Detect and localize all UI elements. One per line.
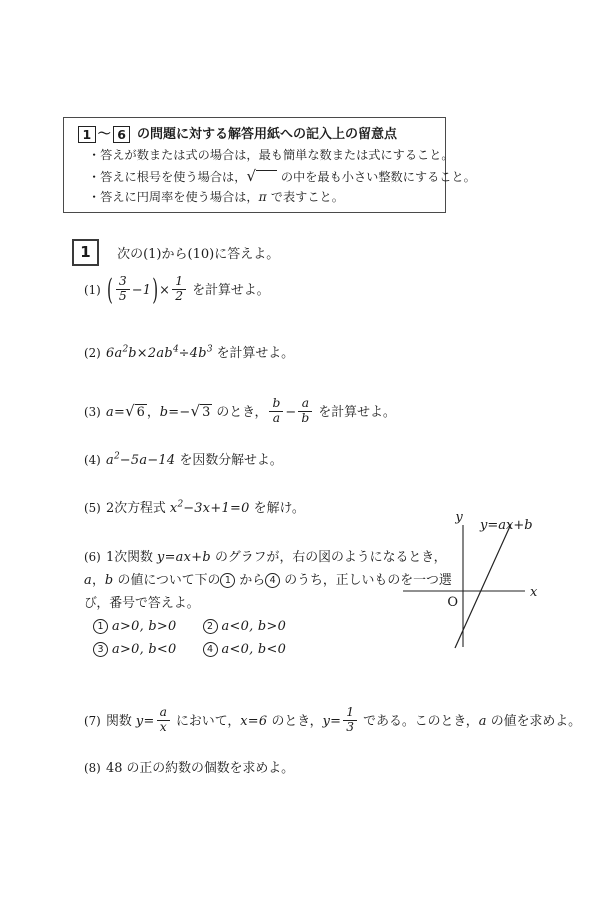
run-var: y=ax+b: [156, 550, 211, 565]
run-txt: 次の(1)から(10)に答えよ。: [117, 247, 280, 262]
item-text: [106, 705, 582, 734]
item-text: [106, 550, 447, 565]
run-var: a>0, b<0: [112, 642, 177, 657]
origin-label: O: [447, 595, 458, 610]
run-txt: 関数: [106, 713, 136, 729]
x-axis-label: x: [530, 585, 538, 600]
problem-item-2: [84, 344, 294, 363]
run-frac: $\frac{1}{3}$: [343, 706, 357, 734]
problem-item-3: [84, 398, 396, 426]
run-txt: を解け。: [249, 501, 305, 516]
run-txt: 48 の正の約数の個数を求めよ。: [106, 761, 295, 776]
notice-title: [76, 124, 445, 145]
run-txt: のグラフが，右の図のようになるとき，: [210, 550, 447, 565]
run-txt: のとき，: [212, 404, 268, 420]
run-var: ÷4b: [178, 346, 207, 361]
run-txt: のとき，: [267, 713, 323, 729]
run-var: x: [169, 501, 178, 516]
run-txt: において，: [171, 713, 241, 729]
notice-box: [63, 117, 476, 213]
run-cnum-4: 4: [203, 642, 218, 657]
problem-6-line-2: [84, 569, 452, 592]
item-text: [106, 501, 305, 516]
problem-6-options-row-2: [84, 638, 452, 661]
run-sup: 3: [206, 344, 213, 355]
run-sup: 2: [177, 499, 184, 510]
run-txt: ，: [146, 404, 160, 420]
item-label: (4): [84, 453, 101, 467]
run-var: ×: [159, 282, 171, 298]
run-txt: である。このとき，: [359, 713, 479, 729]
problem-item-7: [84, 707, 581, 735]
run-var: a<0, b<0: [221, 642, 287, 657]
run-frac: $\frac{a}{b}$: [298, 397, 312, 425]
run-var: −3x+1=0: [183, 501, 250, 516]
run-var: −1: [131, 282, 152, 298]
problem-item-6: [84, 546, 452, 661]
run-var: y=: [135, 713, 155, 729]
run-var: a<0, b>0: [221, 619, 287, 634]
y-axis-label: y: [455, 510, 463, 525]
problem-1-instruction: [117, 247, 279, 262]
run-txt: び，番号で答えよ。: [84, 596, 200, 611]
run-var: b=−: [159, 404, 191, 420]
item-label: (2): [84, 346, 101, 360]
run-txt: を計算せよ。: [314, 404, 396, 420]
run-txt: の問題に対する解答用紙への記入上の留意点: [132, 127, 397, 142]
run-sqrt: √ 6: [125, 401, 145, 420]
run-boxnum-1: 1: [78, 126, 96, 143]
run-frac: $\frac{1}{2}$: [172, 275, 186, 303]
run-txt: ・答えが数または式の場合は，最も簡単な数または式にすること。: [88, 148, 454, 162]
run-var: π: [258, 190, 267, 204]
run-var: a: [478, 713, 487, 729]
notice-item-2: [76, 166, 476, 188]
problem-item-5: [84, 499, 305, 518]
run-var: a: [84, 573, 92, 588]
run-txt: を計算せよ。: [188, 282, 270, 298]
run-cnum-1: 1: [93, 619, 108, 634]
run-var: y=: [322, 713, 342, 729]
notice-item-3: [76, 187, 445, 208]
item-label: (1): [84, 282, 101, 297]
run-frac: $\frac{b}{a}$: [269, 397, 283, 425]
problem-item-4: [84, 451, 283, 470]
run-txt: のうち，正しいものを一つ選: [284, 573, 452, 588]
item-text: [106, 453, 283, 468]
run-boxnum-6: 6: [113, 126, 131, 143]
run-var: 6a: [106, 346, 123, 361]
run-var: −: [285, 404, 297, 420]
problem-item-1: [84, 271, 270, 307]
run-var: b: [104, 573, 114, 588]
run-txt: から: [239, 573, 266, 588]
notice-item-1: [76, 145, 454, 166]
run-txt: 1次関数: [106, 550, 157, 565]
run-var: −5a−14: [119, 453, 176, 468]
linear-function-graph: [398, 495, 570, 660]
run-var: b×2ab: [128, 346, 173, 361]
item-label: (3): [84, 404, 101, 419]
run-sup: 2: [114, 451, 120, 462]
run-sup: 2: [122, 344, 129, 355]
run-txt: ・答えに円周率を使う場合は，: [88, 190, 259, 204]
problem-1-header: [72, 239, 279, 266]
run-txt: ～: [97, 127, 111, 142]
problem-6-options-row-1: [84, 615, 452, 638]
problem-number-box: 1: [72, 239, 99, 266]
run-txt: を計算せよ。: [212, 346, 295, 361]
line-equation-label: y=ax+b: [480, 518, 533, 533]
item-label: (6): [84, 550, 101, 564]
run-cnum-1: 1: [220, 573, 235, 588]
run-txt: ，: [92, 573, 105, 588]
problem-6-line-1: [84, 546, 452, 569]
run-txt: で表すこと。: [266, 190, 344, 204]
run-sup: 4: [172, 344, 179, 355]
item-text: [106, 396, 396, 425]
problem-6-line-3: [84, 592, 452, 615]
item-text: [106, 271, 270, 307]
run-var: a>0, b>0: [112, 619, 177, 634]
run-txt: の中を最も小さい整数にすること。: [277, 169, 476, 184]
run-var: a: [106, 453, 114, 468]
run-txt: 2次方程式: [106, 501, 170, 516]
run-txt: の値を求めよ。: [486, 713, 582, 729]
run-txt: ・答えに根号を使う場合は，: [88, 169, 247, 184]
problem-item-8: [84, 759, 294, 778]
run-cnum-4: 4: [265, 573, 280, 588]
run-txt: の値について下の: [113, 573, 221, 588]
run-sqrt: √: [246, 170, 277, 184]
item-label: (5): [84, 501, 101, 515]
run-sqrt: √ 3: [190, 401, 211, 420]
item-text: [106, 346, 294, 361]
run-rp: ): [152, 271, 159, 307]
run-frac: $\frac{a}{x}$: [157, 706, 170, 734]
run-lp: (: [107, 271, 113, 307]
item-label: (8): [84, 761, 101, 775]
run-frac: $\frac{3}{5}$: [116, 275, 130, 303]
run-var: x=6: [240, 713, 268, 729]
run-var: a=: [106, 404, 126, 420]
run-txt: を因数分解せよ。: [175, 453, 283, 468]
item-label: (7): [84, 713, 101, 728]
run-cnum-2: 2: [203, 619, 218, 634]
item-text: [106, 761, 294, 776]
run-cnum-3: 3: [93, 642, 108, 657]
